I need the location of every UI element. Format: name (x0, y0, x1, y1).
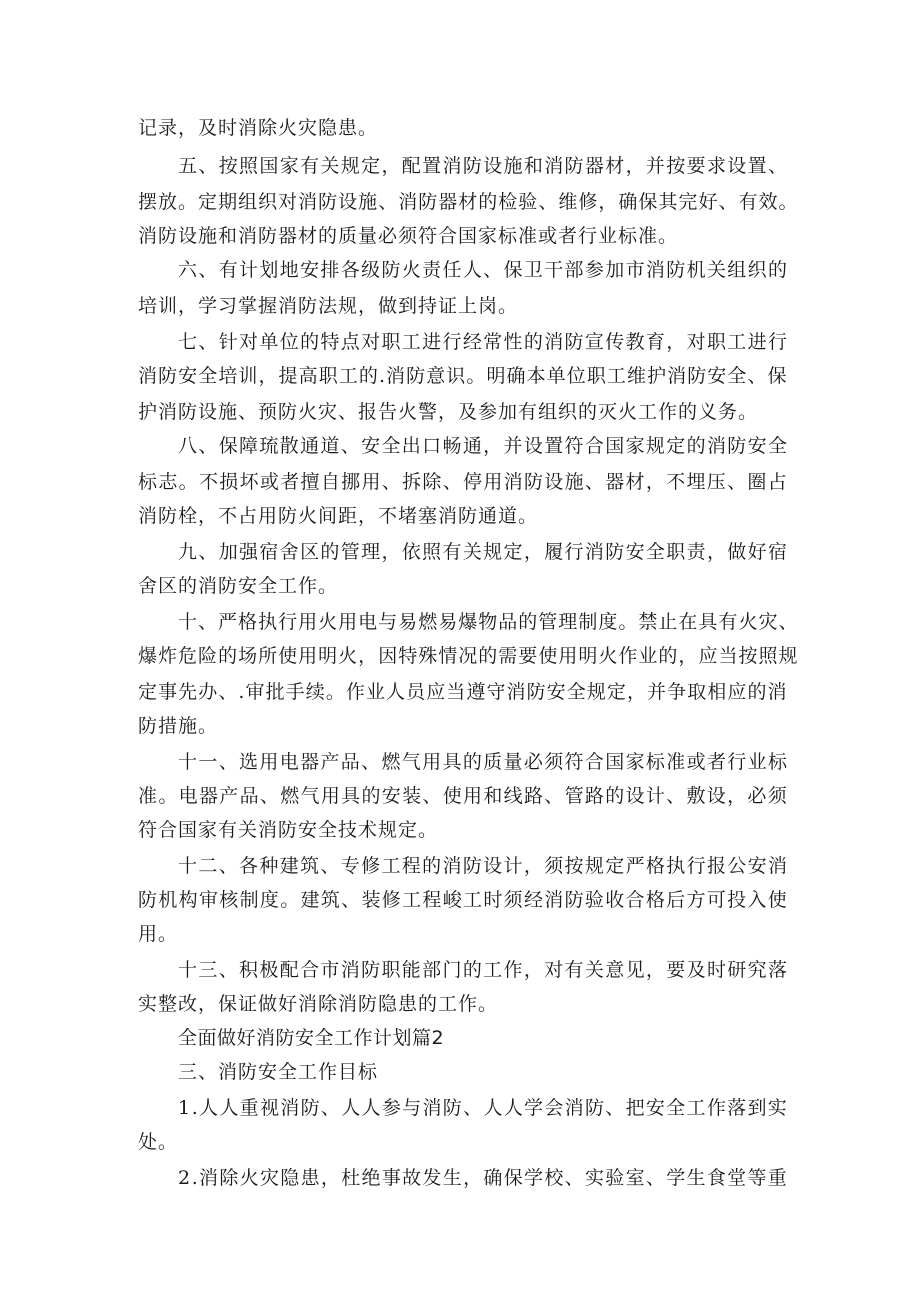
text-line: 1 . 人 人 重 视 消 防 、 人 人 参 与 消 防 、 人 人 学 会 消 防 、 把 安 全 工 作 落 到 实 (178, 1097, 788, 1119)
text-line: 符合国家有关消防安全技术规定。 (138, 819, 439, 841)
text-line: 护消防设施、预防火灾、报告火警，及参加有组织的灭火工作的义务。 (138, 401, 759, 423)
text-line: 摆 放 。 定 期 组 织 对 消 防 设 施 、 消 防 器 材 的 检 验 、 维 修 ， 确 保 其 完 好 、 有 效 。 (138, 191, 799, 213)
text-line: 舍区的消防安全工作。 (138, 575, 339, 597)
text-line: 九 、 加 强 宿 舍 区 的 管 理 ， 依 照 有 关 规 定 ， 履 行 消 防 安 全 职 责 ， 做 好 宿 (178, 541, 788, 563)
text-line: 五 、 按 照 国 家 有 关 规 定 ， 配 置 消 防 设 施 和 消 防 器 材 ， 并 按 要 求 设 置 、 (178, 155, 788, 177)
text-line: 防 机 构 审 核 制 度 。 建 筑 、 装 修 工 程 峻 工 时 须 经 消 防 验 收 合 格 后 方 可 投 入 使 (138, 889, 788, 911)
text-line: 八 、 保 障 琉 散 通 道 、 安 全 出 口 畅 通 ， 并 设 置 符 合 国 家 规 定 的 消 防 安 全 (178, 435, 788, 457)
text-line: 十 一 、 选 用 电 器 产 品 、 燃 气 用 具 的 质 量 必 须 符 合 国 家 标 准 或 者 行 业 标 (178, 751, 788, 773)
text-line: 防措施。 (138, 715, 219, 737)
text-line: 实整改，保证做好消除消防隐患的工作。 (138, 993, 499, 1015)
text-line: 培训，学习掌握消防法规，做到持证上岗。 (138, 295, 519, 317)
section-heading: 全面做好消防安全工作计划篇2 (178, 1027, 445, 1049)
text-line: 消防设施和消防器材的质量必须符合国家标准或者行业标准。 (138, 225, 679, 247)
text-line: 十 、 严 格 执 行 用 火 用 电 与 易 燃 易 爆 物 品 的 管 理 制 度 。 禁 止 在 具 有 火 灾 、 (178, 611, 799, 633)
text-line: 十 三 、 积 极 配 合 市 消 防 职 能 部 门 的 工 作 ， 对 有 关 意 见 ， 要 及 时 研 究 落 (178, 959, 788, 981)
text-line: 标 志 。 不 损 坏 或 者 擅 自 挪 用 、 拆 除 、 停 用 消 防 设 施 、 器 材 ， 不 埋 压 、 圈 占 (138, 471, 788, 493)
text-line: 爆 炸 危 险 的 场 所 使 用 明 火 ， 因 特 殊 情 况 的 需 要 使 用 明 火 作 业 的 ， 应 当 按 照 规 (138, 645, 799, 667)
text-line: 消 防 安 全 培 训 ， 提 高 职 工 的 . 消 防 意 识 。 明 确 本 单 位 职 工 维 护 消 防 安 全 、 保 (138, 365, 788, 387)
text-line: 七 、 针 对 单 位 的 特 点 对 职 工 进 行 经 常 性 的 消 防 宣 传 教 育 ， 对 职 工 进 行 (178, 331, 788, 353)
text-line: 处。 (138, 1131, 179, 1153)
text-line: 消防栓，不占用防火间距，不堵塞消防通道。 (138, 505, 539, 527)
text-line: 三、消防安全工作目标 (178, 1061, 379, 1083)
text-line: 六 、 有 计 划 地 安 排 各 级 防 火 责 任 人 、 保 卫 干 部 参 加 市 消 防 机 关 组 织 的 (178, 259, 788, 281)
text-line: 记录，及时消除火灾隐患。 (138, 117, 379, 139)
text-line: 十 二 、 各 种 建 筑 、 专 修 工 程 的 消 防 设 计 ， 须 按 规 定 严 格 执 行 报 公 安 消 (178, 855, 788, 877)
text-line: 2 . 消 除 火 灾 隐 患 ， 杜 绝 事 故 发 生 ， 确 保 学 校 、 实 验 室 、 学 生 食 堂 等 重 (178, 1167, 788, 1189)
text-line: 准 。 电 器 产 品 、 燃 气 用 具 的 安 装 、 使 用 和 线 路 、 管 路 的 设 计 、 敷 设 ， 必 须 (138, 785, 788, 807)
text-line: 定 事 先 办 、 . 审 批 手 续 。 作 业 人 员 应 当 遵 守 消 防 安 全 规 定 ， 并 争 取 相 应 的 消 (138, 681, 788, 703)
text-line: 用。 (138, 923, 179, 945)
